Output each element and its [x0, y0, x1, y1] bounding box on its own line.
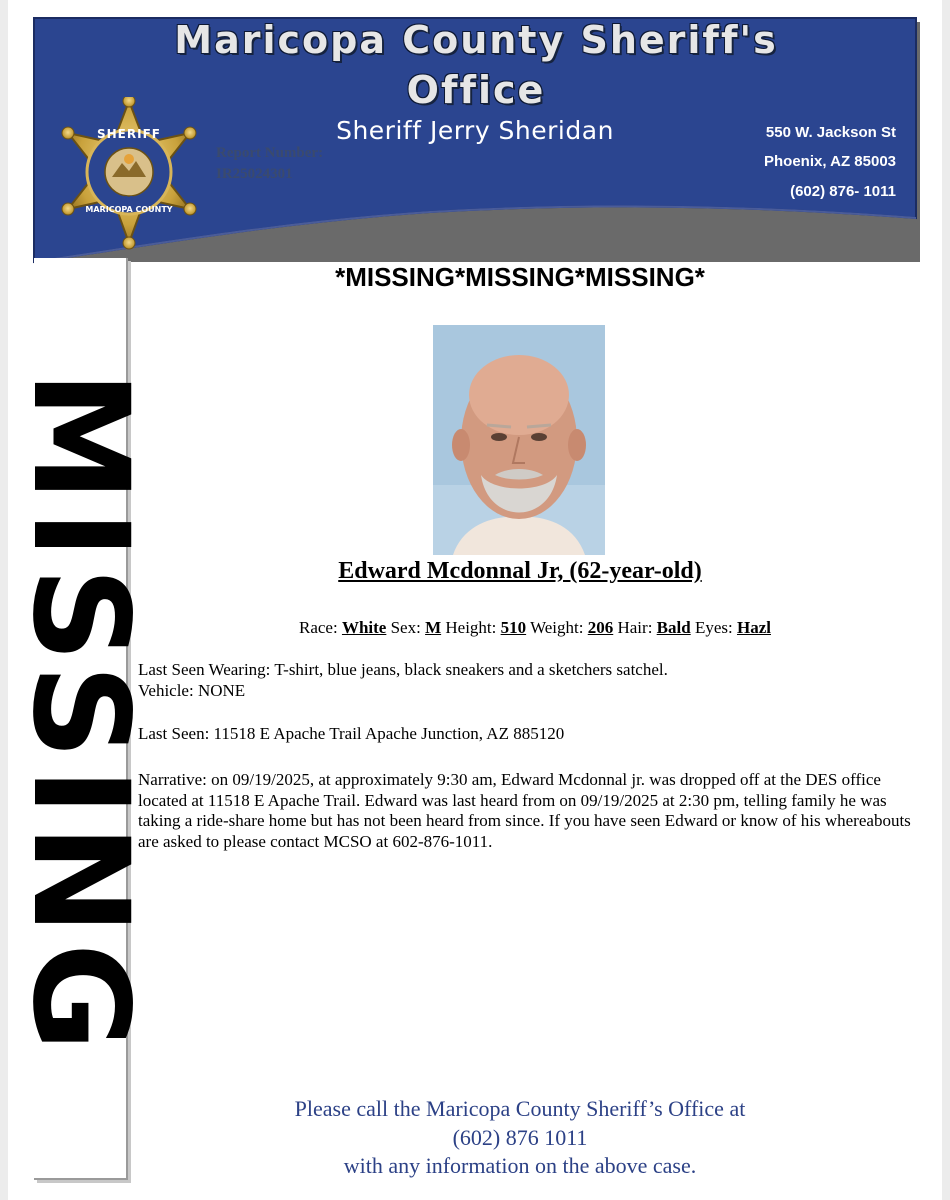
missing-person-photo [433, 325, 605, 555]
stat-height-value: 510 [500, 618, 527, 637]
stat-weight-label: Weight: [530, 618, 584, 637]
stat-eyes-value: Hazl [736, 618, 771, 637]
banner-title-line2: Office [406, 68, 546, 112]
stat-sex-value: M [425, 618, 442, 637]
last-seen-wearing: Last Seen Wearing: T-shirt, blue jeans, black sneakers and a sketchers satchel. [138, 660, 668, 679]
badge-top-text: SHERIFF [97, 127, 161, 141]
vehicle-info: Vehicle: NONE [138, 681, 246, 700]
office-phone: (602) 876- 1011 [790, 183, 896, 200]
banner-title-line1: Maricopa County Sheriff's [174, 18, 778, 62]
sheriff-name: Sheriff Jerry Sheridan [336, 116, 614, 145]
stat-hair-label: Hair: [617, 618, 653, 637]
stat-sex-label: Sex: [390, 618, 421, 637]
stat-race-label: Race: [299, 618, 338, 637]
address-street: 550 W. Jackson St [765, 124, 896, 141]
narrative: Narrative: on 09/19/2025, at approximately 9:30 am, Edward Mcdonnal jr. was dropped off at the DES office located at 11518 E Apache Trail. Edward was last heard from on 09/19/2025 at 2:30 pm, telling family he was taking a ride-share home but has not been heard from since. If you have seen Edward or know of his whereabouts are asked to please contact MCSO at 602-876-1011. [138, 770, 911, 851]
stat-height-label: Height: [445, 618, 497, 637]
stat-weight-value: 206 [587, 618, 614, 637]
footer-phone: (602) 876 1011 [452, 1125, 588, 1150]
stat-eyes-label: Eyes: [694, 618, 733, 637]
last-seen-location: Last Seen: 11518 E Apache Trail Apache Junction, AZ 885120 [138, 724, 565, 743]
missing-headline: *MISSING*MISSING*MISSING* [335, 262, 705, 292]
footer-info-line: with any information on the above case. [343, 1153, 697, 1178]
report-number-label: Report Number: [216, 145, 324, 161]
stat-hair-value: Bald [656, 618, 691, 637]
person-stats [140, 618, 930, 638]
badge-bottom-text: MARICOPA COUNTY [85, 205, 173, 214]
report-number: IR25024301 [216, 166, 293, 182]
person-name: Edward Mcdonnal Jr, (62-year-old) [338, 558, 702, 584]
sidebar-missing-word: MISSING [3, 370, 157, 1060]
address-city: Phoenix, AZ 85003 [764, 153, 896, 170]
footer-call-line: Please call the Maricopa County Sheriff’s Office at [294, 1096, 746, 1121]
badge-text-layer [54, 97, 204, 257]
badge-year: 1912 [117, 195, 141, 204]
stat-race-value: White [341, 618, 387, 637]
